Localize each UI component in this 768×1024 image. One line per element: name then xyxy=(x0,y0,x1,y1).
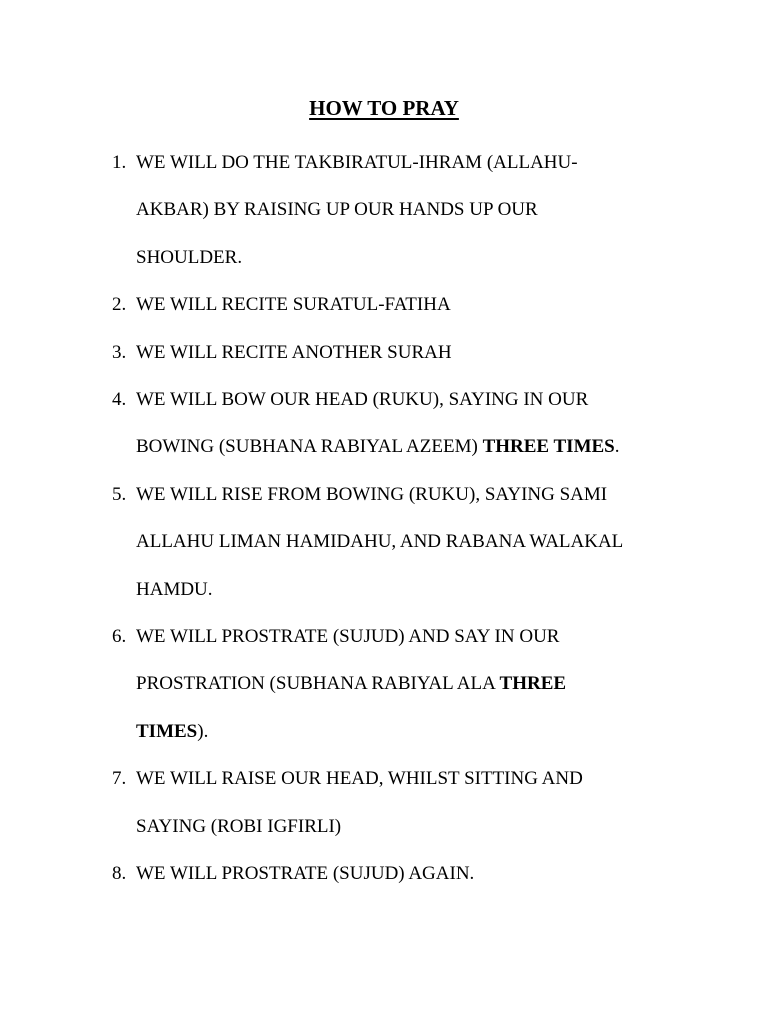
step-number: 7. xyxy=(112,768,127,790)
step-text: WE WILL PROSTRATE (SUJUD) AND SAY IN OUR xyxy=(136,626,560,648)
emphasis-text: THREE TIMES xyxy=(482,436,615,458)
step-text-line xyxy=(136,423,768,470)
document-title: HOW TO PRAY xyxy=(309,96,459,120)
steps-list xyxy=(0,139,768,898)
step-number: 5. xyxy=(112,483,127,505)
step-number: 8. xyxy=(112,863,127,885)
step-text-line xyxy=(136,471,768,518)
step-text: WE WILL RISE FROM BOWING (RUKU), SAYING SAMI xyxy=(136,483,608,505)
step-text: SAYING (ROBI IGFIRLI) xyxy=(136,815,342,837)
step-text: WE WILL RAISE OUR HEAD, WHILST SITTING AND xyxy=(136,768,583,790)
step-text: WE WILL BOW OUR HEAD (RUKU), SAYING IN OUR xyxy=(136,389,589,411)
list-item xyxy=(0,613,768,755)
step-number: 3. xyxy=(112,341,127,363)
step-text-line xyxy=(136,376,768,423)
step-text-line xyxy=(136,329,768,376)
step-text: WE WILL PROSTRATE (SUJUD) AGAIN. xyxy=(136,863,475,885)
step-number: 4. xyxy=(112,389,127,411)
step-text-line xyxy=(136,613,768,660)
step-text-line xyxy=(136,186,768,233)
step-text-line xyxy=(136,803,768,850)
step-text: . xyxy=(614,436,620,458)
step-text-line xyxy=(136,518,768,565)
list-item xyxy=(0,850,768,897)
step-number: 2. xyxy=(112,294,127,316)
step-text: ). xyxy=(197,720,209,742)
step-text: SHOULDER. xyxy=(136,246,243,268)
step-number: 1. xyxy=(112,152,127,173)
list-item xyxy=(0,329,768,376)
step-text-line xyxy=(136,234,768,281)
step-text-line xyxy=(136,566,768,613)
step-text: PROSTRATION (SUBHANA RABIYAL ALA xyxy=(136,673,500,695)
list-item xyxy=(0,471,768,613)
step-text-line xyxy=(136,850,768,897)
step-number: 6. xyxy=(112,626,127,648)
list-item xyxy=(0,755,768,850)
emphasis-text: TIMES xyxy=(136,720,198,742)
step-text-line xyxy=(136,708,768,755)
step-text-line xyxy=(136,660,768,707)
step-text: AKBAR) BY RAISING UP OUR HANDS UP OUR xyxy=(136,199,538,221)
step-text-line xyxy=(136,755,768,802)
list-item xyxy=(0,376,768,471)
step-text: ALLAHU LIMAN HAMIDAHU, AND RABANA WALAKAL xyxy=(136,531,624,553)
step-text-line xyxy=(136,281,768,328)
step-text: BOWING (SUBHANA RABIYAL AZEEM) xyxy=(136,436,483,458)
step-text: WE WILL RECITE SURATUL-FATIHA xyxy=(136,294,451,316)
step-text: WE WILL DO THE TAKBIRATUL-IHRAM (ALLAHU- xyxy=(136,152,578,173)
step-text-line xyxy=(136,139,768,186)
emphasis-text: THREE xyxy=(499,673,567,695)
list-item xyxy=(0,139,768,281)
step-text: HAMDU. xyxy=(136,578,213,600)
step-text: WE WILL RECITE ANOTHER SURAH xyxy=(136,341,452,363)
list-item xyxy=(0,281,768,328)
